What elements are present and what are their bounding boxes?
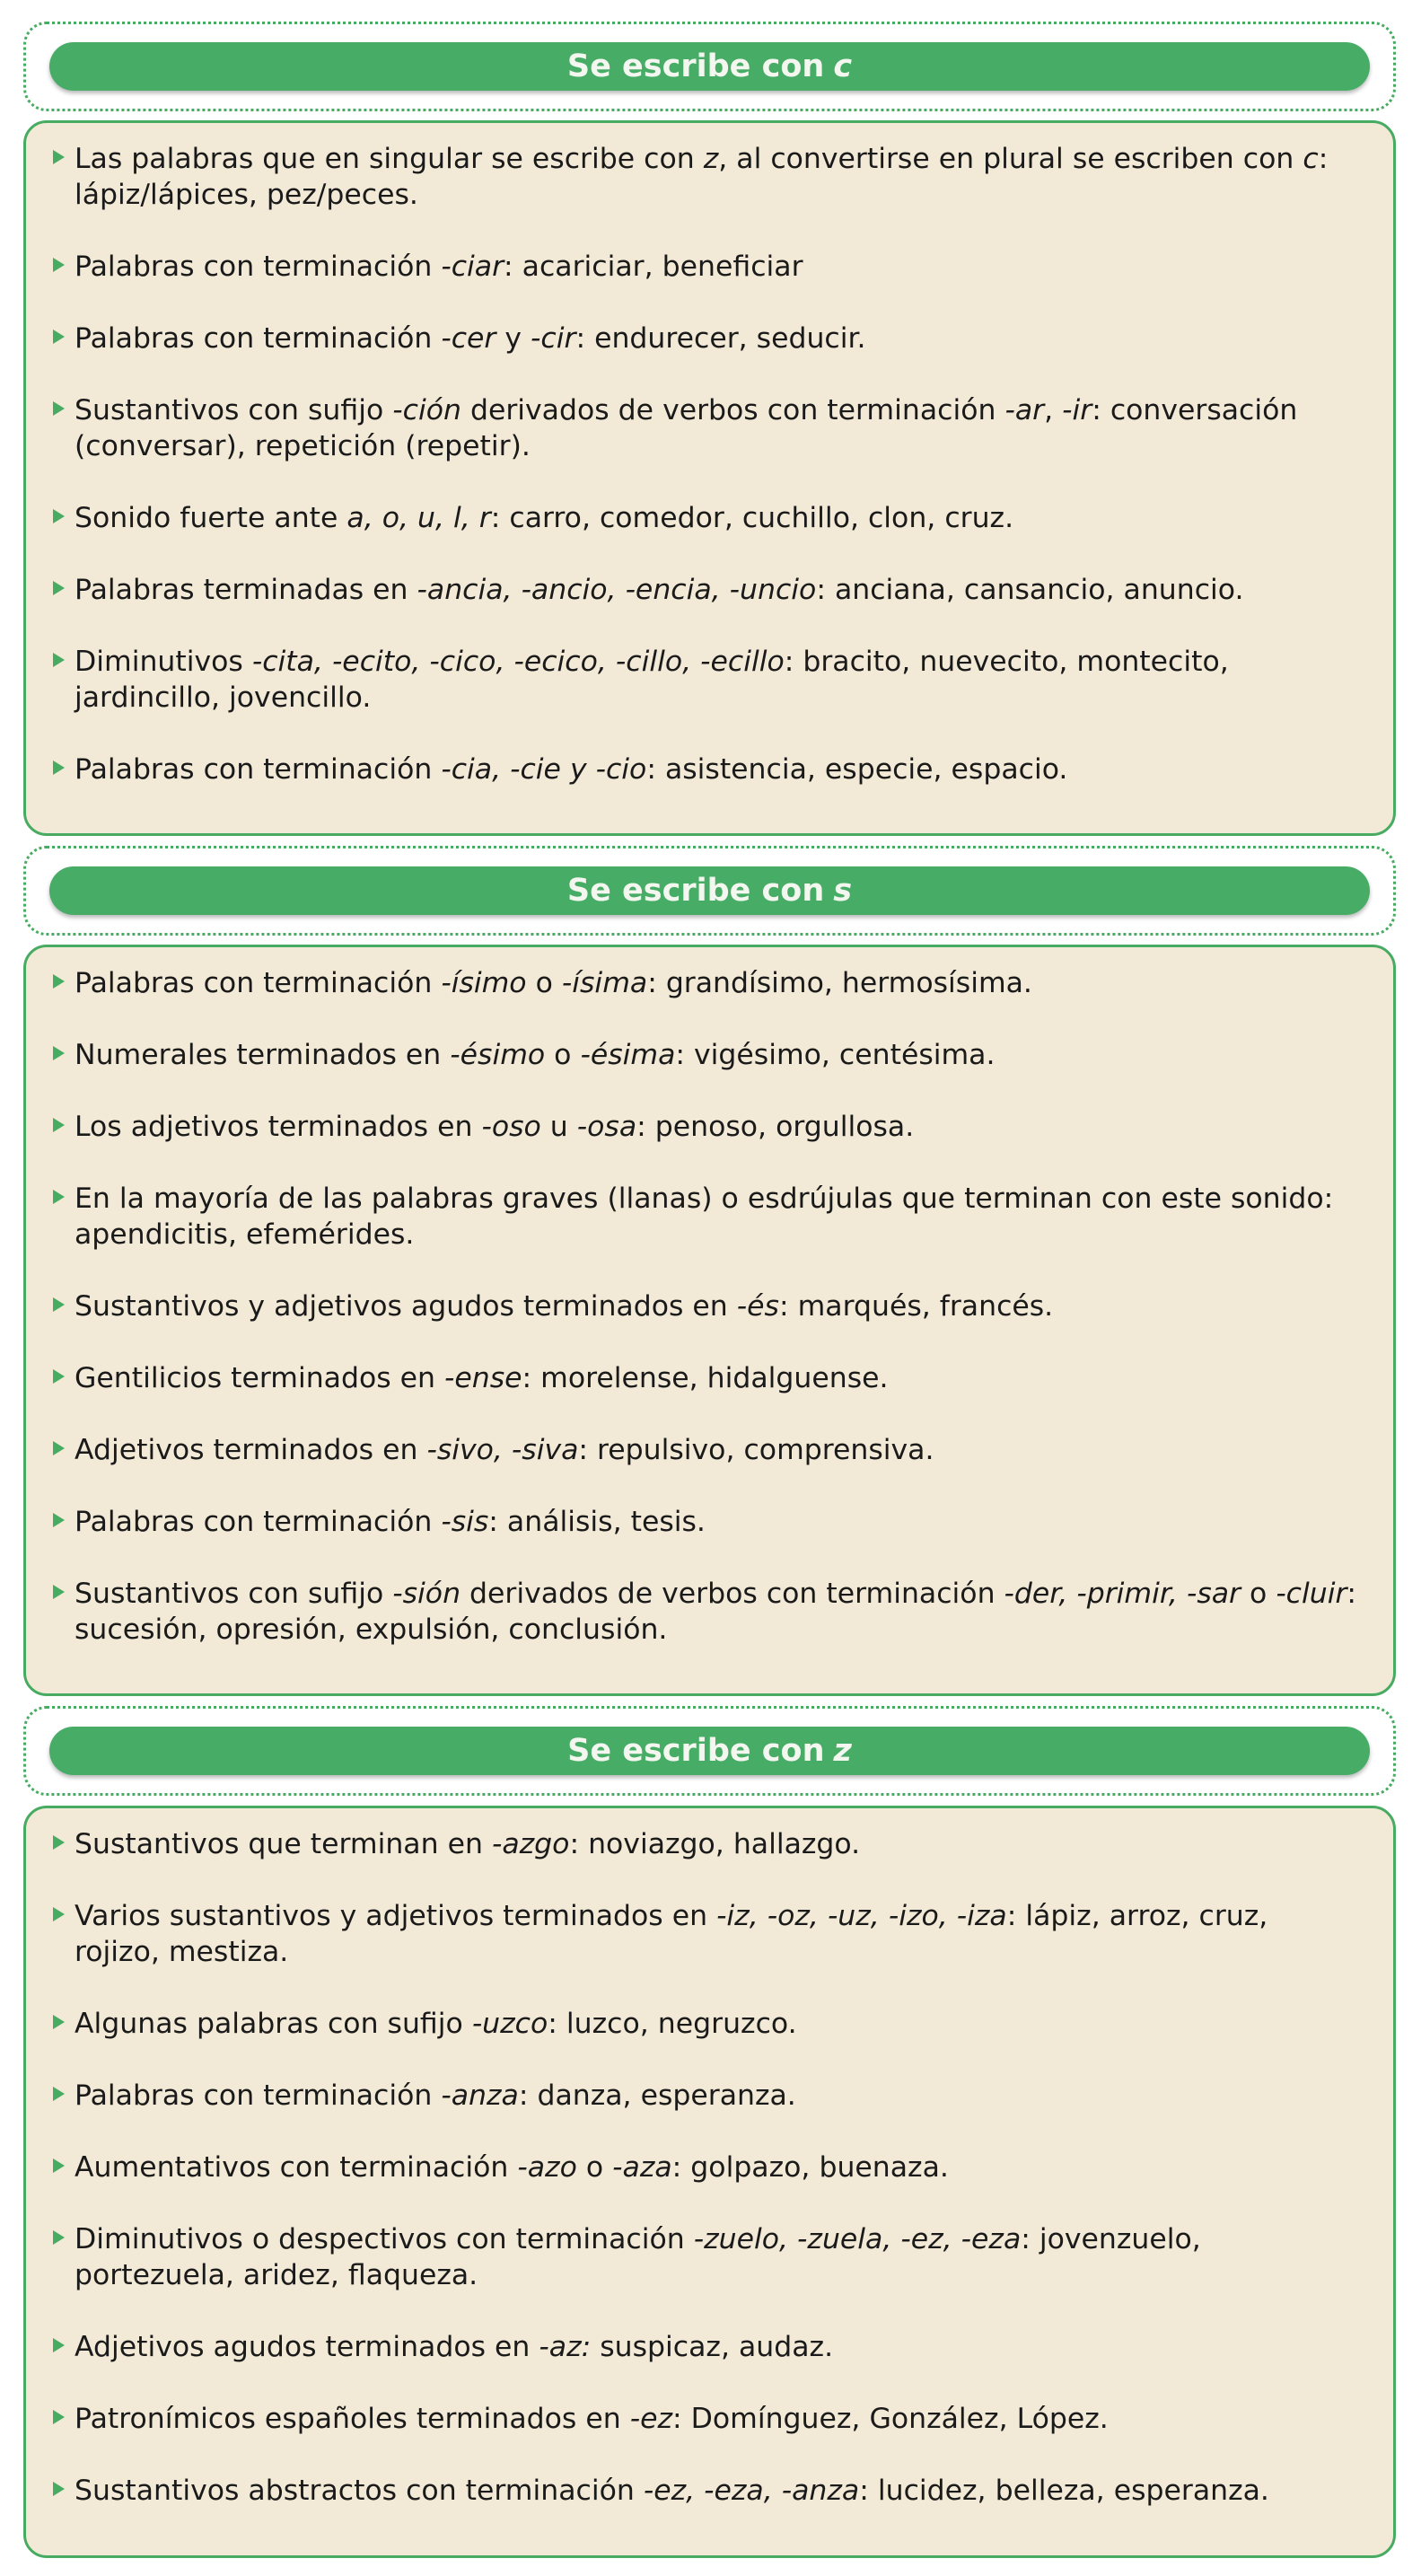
rule-text: : penoso, orgullosa. [636, 1111, 915, 1143]
rule-item [75, 1109, 1357, 1145]
rule-term: -az: [539, 2331, 592, 2363]
rule-text: : vigésimo, centésima. [675, 1039, 996, 1071]
section-title-letter: z [833, 1733, 852, 1769]
triangle-bullet-icon [53, 2338, 65, 2352]
rules-box-z [23, 1806, 1396, 2558]
rule-item [75, 1288, 1357, 1324]
rule-text: Palabras con terminación [75, 2079, 442, 2112]
rule-term: -azo [517, 2151, 577, 2184]
rule-text: o [526, 967, 562, 999]
triangle-bullet-icon [53, 1046, 65, 1060]
triangle-bullet-icon [53, 2410, 65, 2424]
triangle-bullet-icon [53, 1835, 65, 1850]
rule-text: : conversación (conversar), repetición (repetir). [75, 394, 1298, 462]
rule-term: -ciar [441, 251, 504, 283]
rule-text: Diminutivos o despectivos con terminación [75, 2223, 694, 2255]
rule-item [75, 1181, 1357, 1253]
section-title-prefix: Se escribe con [567, 1733, 825, 1769]
triangle-bullet-icon [53, 1585, 65, 1599]
triangle-bullet-icon [53, 974, 65, 989]
rule-item [75, 1037, 1357, 1073]
rule-text: : golpazo, buenaza. [671, 2151, 949, 2184]
section-title-letter: c [833, 48, 853, 84]
rule-item [75, 752, 1357, 787]
rule-item [75, 1826, 1357, 1862]
rule-term: -sivo, -siva [426, 1434, 579, 1466]
rule-text: Sustantivos con sufijo [75, 394, 393, 426]
rule-item [75, 2006, 1357, 2042]
rule-item [75, 965, 1357, 1001]
rule-text: derivados de verbos con terminación [461, 394, 1005, 426]
rule-item [75, 1504, 1357, 1540]
rule-term: -der, -primir, -sar [1004, 1578, 1241, 1610]
rule-term: -ísimo [441, 967, 527, 999]
rule-term: c [1303, 143, 1319, 175]
rule-text: : lucidez, belleza, esperanza. [859, 2475, 1269, 2507]
rule-term: a, o, u, l, r [346, 502, 491, 534]
section-header-s [23, 846, 1396, 936]
rule-term: -ésimo [450, 1039, 546, 1071]
rule-term: -osa [576, 1111, 637, 1143]
section-title-prefix: Se escribe con [566, 48, 825, 84]
rule-item [75, 1576, 1357, 1648]
rule-term: -cluir [1276, 1578, 1347, 1610]
section-title-c [49, 42, 1370, 91]
rule-text: : Domínguez, González, López. [671, 2403, 1109, 2435]
rule-text: Los adjetivos terminados en [75, 1111, 482, 1143]
rule-text: : sucesión, opresión, expulsión, conclusión. [75, 1578, 1357, 1646]
rule-text: Palabras con terminación [75, 322, 442, 355]
rule-term: -ar [1004, 394, 1045, 426]
rule-text: : acariciar, beneficiar [504, 251, 803, 283]
rule-text: , al convertirse en plural se escriben con [718, 143, 1303, 175]
rule-item [75, 2221, 1357, 2293]
rules-box-s [23, 945, 1396, 1696]
rule-text: : morelense, hidalguense. [522, 1362, 889, 1394]
rule-term: z [703, 143, 719, 175]
rule-text: Sustantivos y adjetivos agudos terminados en [75, 1290, 737, 1323]
rule-term: -cia, -cie y -cio [441, 753, 647, 786]
rule-text: o [545, 1039, 581, 1071]
rule-text: Palabras con terminación [75, 1506, 442, 1538]
rule-text: Sonido fuerte ante [75, 502, 347, 534]
rule-text: Sustantivos abstractos con terminación [75, 2475, 644, 2507]
triangle-bullet-icon [53, 1441, 65, 1455]
rule-text: : jovenzuelo, portezuela, aridez, flaqueza. [75, 2223, 1201, 2291]
rule-text: : asistencia, especie, espacio. [646, 753, 1068, 786]
rule-text: : análisis, tesis. [488, 1506, 706, 1538]
rule-text: Numerales terminados en [75, 1039, 451, 1071]
rule-text: o [1241, 1578, 1276, 1610]
triangle-bullet-icon [53, 1907, 65, 1921]
rule-text: Adjetivos agudos terminados en [75, 2331, 539, 2363]
rule-term: -ez, -eza, -anza [643, 2475, 860, 2507]
rules-list-s [26, 947, 1393, 1648]
rule-term: -cir [531, 322, 576, 355]
rule-text: Palabras terminadas en [75, 574, 417, 606]
rule-item [75, 2078, 1357, 2114]
rule-term: -uzco [471, 2008, 548, 2040]
rule-term: -ción [392, 394, 461, 426]
rules-box-c [23, 120, 1396, 836]
section-title-prefix: Se escribe con [566, 873, 825, 909]
rule-item [75, 2329, 1357, 2365]
rule-text: Palabras con terminación [75, 967, 442, 999]
rule-text: y [496, 322, 531, 355]
rule-text: Adjetivos terminados en [75, 1434, 427, 1466]
rule-text: Patronímicos españoles terminados en [75, 2403, 630, 2435]
rule-term: -cita, -ecito, -cico, -ecico, -cillo, -ecillo [251, 646, 785, 678]
triangle-bullet-icon [53, 258, 65, 272]
rule-text: Las palabras que en singular se escribe con [75, 143, 704, 175]
rule-text: suspicaz, audaz. [591, 2331, 834, 2363]
rule-item [75, 1360, 1357, 1396]
rule-item [75, 2401, 1357, 2437]
rule-term: -sión [392, 1578, 461, 1610]
rule-term: -cer [441, 322, 496, 355]
triangle-bullet-icon [53, 1513, 65, 1527]
rule-term: -és [736, 1290, 779, 1323]
rule-text: : anciana, cansancio, anuncio. [816, 574, 1244, 606]
triangle-bullet-icon [53, 509, 65, 523]
rule-term: -ez [629, 2403, 672, 2435]
rule-term: -oso [481, 1111, 541, 1143]
rule-term: -iz, -oz, -uz, -izo, -iza [716, 1900, 1007, 1932]
rule-text: Palabras con terminación [75, 753, 442, 786]
section-title-z [49, 1727, 1370, 1775]
triangle-bullet-icon [53, 1297, 65, 1312]
rule-term: -ísima [561, 967, 648, 999]
rule-text: : carro, comedor, cuchillo, clon, cruz. [490, 502, 1014, 534]
rule-text: Sustantivos que terminan en [75, 1828, 492, 1860]
rule-text: : marqués, francés. [778, 1290, 1054, 1323]
section-header-z [23, 1706, 1396, 1796]
triangle-bullet-icon [53, 2158, 65, 2173]
rule-text: : grandísimo, hermosísima. [647, 967, 1032, 999]
rule-text: derivados de verbos con terminación [461, 1578, 1004, 1610]
rule-text: Varios sustantivos y adjetivos terminados en [75, 1900, 717, 1932]
rule-item [75, 321, 1357, 356]
rule-item [75, 1432, 1357, 1468]
rule-text: En la mayoría de las palabras graves (llanas) o esdrújulas que terminan con este sonido: apendicitis, efemérides. [75, 1182, 1334, 1251]
rule-text: Aumentativos con terminación [75, 2151, 518, 2184]
section-title-s [49, 866, 1370, 915]
triangle-bullet-icon [53, 2087, 65, 2101]
rule-text: : lápiz/lápices, pez/peces. [75, 143, 1329, 211]
rule-item [75, 644, 1357, 716]
triangle-bullet-icon [53, 653, 65, 667]
rule-term: -ancia, -ancio, -encia, -uncio [417, 574, 817, 606]
rule-text: o [576, 2151, 613, 2184]
triangle-bullet-icon [53, 2230, 65, 2245]
rule-term: -sis [441, 1506, 489, 1538]
rule-text: Gentilicios terminados en [75, 1362, 445, 1394]
rule-term: -ésima [580, 1039, 676, 1071]
rule-text: , [1044, 394, 1063, 426]
rule-term: -ir [1062, 394, 1092, 426]
rule-text: : lápiz, arroz, cruz, rojizo, mestiza. [75, 1900, 1268, 1968]
rule-text: Diminutivos [75, 646, 252, 678]
rule-term: -azgo [491, 1828, 570, 1860]
triangle-bullet-icon [53, 2482, 65, 2496]
rule-term: -aza [612, 2151, 672, 2184]
rule-text: : endurecer, seducir. [575, 322, 866, 355]
triangle-bullet-icon [53, 150, 65, 164]
rule-term: -anza [441, 2079, 519, 2112]
triangle-bullet-icon [53, 2015, 65, 2029]
triangle-bullet-icon [53, 1190, 65, 1204]
rule-text: Algunas palabras con sufijo [75, 2008, 472, 2040]
rule-text: Sustantivos con sufijo [75, 1578, 393, 1610]
triangle-bullet-icon [53, 1369, 65, 1384]
rule-item [75, 141, 1357, 213]
rule-item [75, 500, 1357, 536]
rule-text: : luzco, negruzco. [548, 2008, 797, 2040]
rule-text: : repulsivo, comprensiva. [578, 1434, 934, 1466]
triangle-bullet-icon [53, 330, 65, 344]
rules-list-c [26, 123, 1393, 787]
rule-term: -ense [444, 1362, 522, 1394]
triangle-bullet-icon [53, 581, 65, 595]
rules-list-z [26, 1808, 1393, 2509]
section-title-letter: s [833, 873, 853, 909]
rule-text: u [540, 1111, 577, 1143]
rule-item [75, 392, 1357, 464]
section-header-c [23, 22, 1396, 111]
rule-item [75, 2473, 1357, 2509]
triangle-bullet-icon [53, 1118, 65, 1132]
rule-item [75, 249, 1357, 285]
triangle-bullet-icon [53, 401, 65, 416]
rule-term: -zuelo, -zuela, -ez, -eza [693, 2223, 1022, 2255]
rule-item [75, 1898, 1357, 1970]
rule-item [75, 572, 1357, 608]
rule-item [75, 2150, 1357, 2185]
rule-text: : noviazgo, hallazgo. [569, 1828, 861, 1860]
triangle-bullet-icon [53, 760, 65, 775]
rule-text: : danza, esperanza. [518, 2079, 796, 2112]
rule-text: : bracito, nuevecito, montecito, jardincillo, jovencillo. [75, 646, 1229, 714]
rule-text: Palabras con terminación [75, 251, 442, 283]
